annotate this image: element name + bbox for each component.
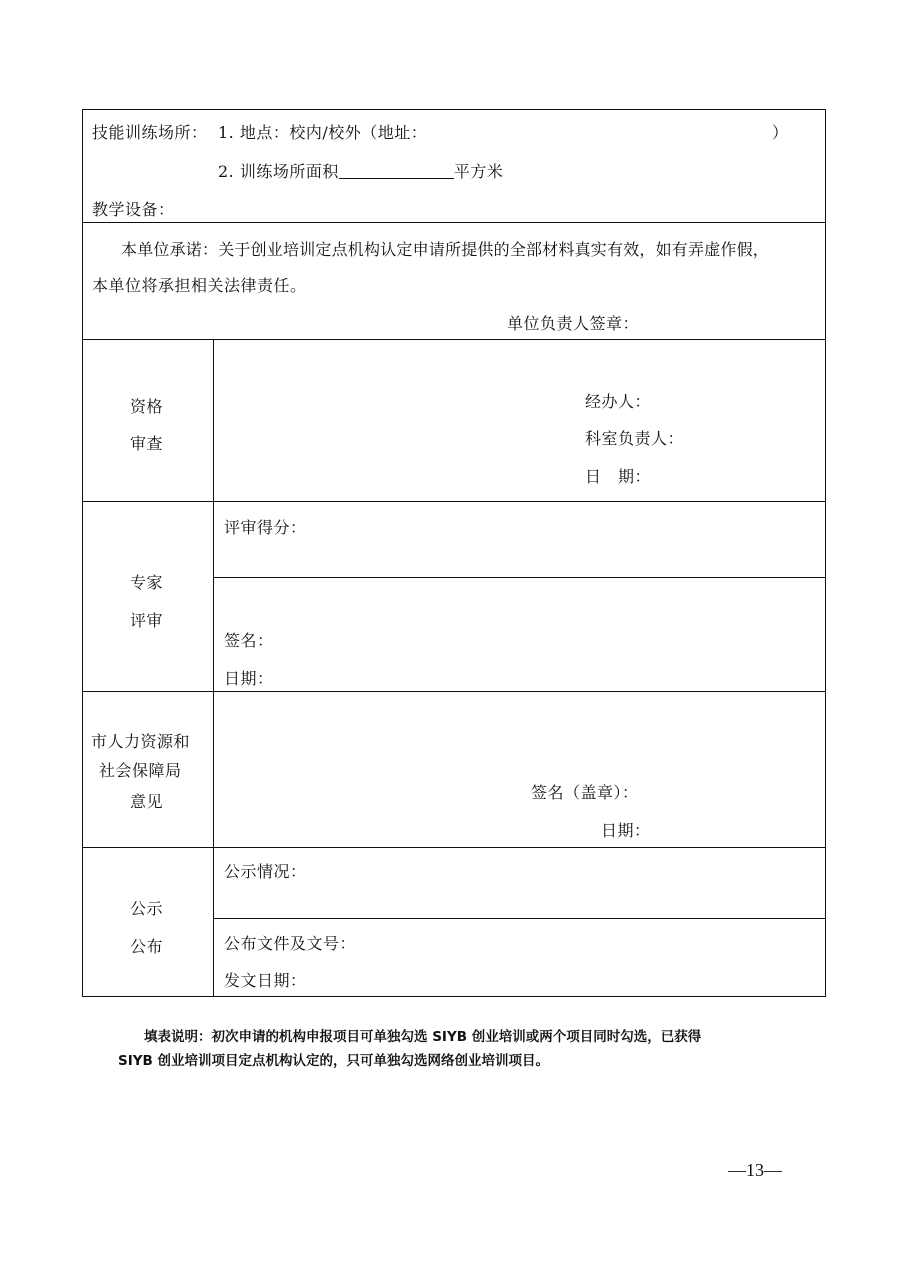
training-site-label: 技能训练场所：	[92, 123, 208, 142]
row-divider	[214, 918, 826, 919]
publicity-status-label: 公示情况：	[224, 862, 307, 881]
page-number: —13—	[728, 1160, 782, 1180]
footnote-line-2: SIYB 创业培训项目定点机构认定的，只可单独勾选网络创业培训项目。	[118, 1053, 550, 1069]
label-column-divider	[213, 339, 214, 997]
unit-head-signature-label: 单位负责人签章：	[507, 314, 640, 333]
row-divider	[82, 501, 826, 502]
hr-bureau-label-3: 意见	[130, 792, 164, 811]
row-divider	[82, 339, 826, 340]
row-divider	[82, 222, 826, 223]
hr-date-label: 日期：	[601, 821, 651, 840]
commitment-line-1: 本单位承诺：关于创业培训定点机构认定申请所提供的全部材料真实有效，如有弄虚作假，	[121, 240, 770, 259]
review-score-label: 评审得分：	[224, 518, 307, 537]
publicity-label-1: 公示	[130, 899, 164, 918]
training-site-location: 1. 地点：校内/校外（地址：	[218, 123, 428, 142]
publication-document-label: 公布文件及文号：	[224, 934, 357, 953]
commitment-line-2: 本单位将承担相关法律责任。	[92, 276, 307, 295]
issue-date-label: 发文日期：	[224, 971, 307, 990]
training-area-row	[218, 162, 503, 182]
row-divider	[214, 577, 826, 578]
section-head-label: 科室负责人：	[585, 429, 685, 448]
handler-label: 经办人：	[585, 392, 652, 411]
hr-signature-label: 签名（盖章）：	[531, 783, 639, 802]
row-divider	[82, 691, 826, 692]
row-divider	[82, 847, 826, 848]
teaching-equipment-label: 教学设备：	[92, 200, 175, 219]
training-area-blank[interactable]	[339, 164, 454, 179]
footnote-line-1: 填表说明：初次申请的机构申报项目可单独勾选 SIYB 创业培训或两个项目同时勾选，已获得	[144, 1029, 702, 1045]
hr-bureau-label-2: 社会保障局	[99, 761, 182, 780]
expert-review-label-2: 评审	[130, 611, 164, 630]
training-area-unit: 平方米	[453, 162, 504, 181]
training-site-location-close: ）	[772, 123, 789, 142]
training-area-label: 2. 训练场所面积	[218, 162, 339, 181]
expert-review-label-1: 专家	[130, 573, 164, 592]
qualification-review-label-1: 资格	[130, 397, 164, 416]
qualification-date-label: 日 期：	[585, 467, 652, 486]
publicity-label-2: 公布	[130, 937, 164, 956]
qualification-review-label-2: 审查	[130, 434, 164, 453]
expert-signature-label: 签名：	[224, 631, 274, 650]
hr-bureau-label-1: 市人力资源和	[91, 732, 191, 751]
expert-date-label: 日期：	[224, 669, 274, 688]
